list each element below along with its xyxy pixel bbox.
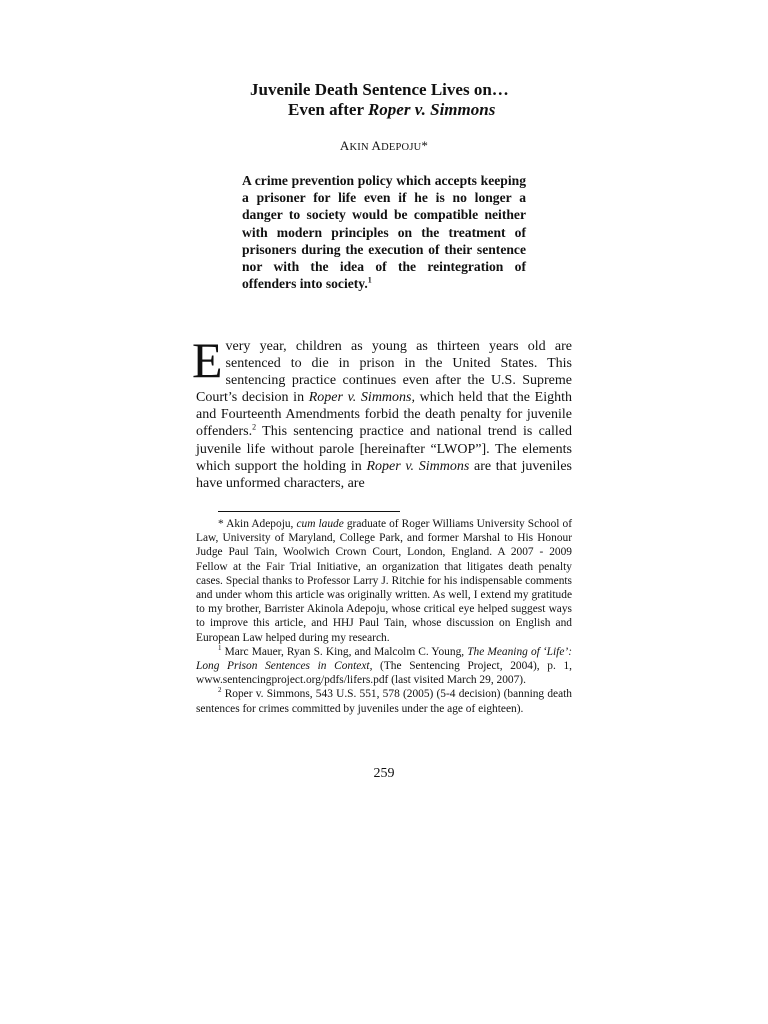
footnote-star-honor: cum laude: [296, 518, 344, 530]
article-title: [230, 80, 560, 120]
footnote-author: [196, 517, 572, 645]
body-text-part-4: are that juveniles have unformed characters, are: [196, 458, 572, 491]
title-case-name: Roper v. Simmons: [367, 100, 496, 119]
body-text-part-3: This sentencing practice and national trend is called juvenile life without parole [hereinafter “LWOP”]. The elements which support the holding in: [196, 424, 572, 474]
footnote-star-text: graduate of Roger Williams University School of Law, University of Maryland, College Park, and former Marshal to His Honour Judge Paul Tain, Woolwich Crown Court, London, England. A 2007 - 2009 Fellow at the Fair Trial Initiative, an organization that litigates death penalty cases. Special thanks to Professor Larry J. Ritchie for his indispensable comments and under whom this article was originally written. As well, I extend my gratitude to my brother, Barrister Akinola Adepoju, whose critical eye helped suggest ways to improve this article, and HHJ Paul Tain, whose discussion on English and European Law helped during my research.: [196, 518, 572, 644]
drop-cap: E: [192, 332, 223, 388]
author-last-rest: DEPOJU: [381, 142, 422, 153]
page-number: 259: [373, 766, 395, 781]
footnote-ref-2[interactable]: 2: [252, 422, 257, 432]
title-line-1: Juvenile Death Sentence Lives on…: [250, 80, 509, 99]
body-text-part-1: very year, children as young as thirteen years old are sentenced to die in prison in the United States. This sentencing practice continues even after the U.S. Supreme Court’s decision in: [196, 339, 572, 406]
case-name-roper-1: Roper v. Simmons,: [308, 390, 415, 406]
title-line-2-prefix: Even after: [288, 100, 368, 119]
case-name-roper-2: Roper v. Simmons: [366, 458, 470, 474]
footnotes: [196, 517, 572, 716]
footnote-1: [196, 645, 572, 688]
footnote-2-text: Roper v. Simmons, 543 U.S. 551, 578 (2005) (5-4 decision) (banning death sentences for crimes committed by juveniles under the age of eighteen).: [196, 688, 572, 715]
author-byline: [0, 138, 768, 154]
author-footnote-mark: *: [421, 138, 429, 153]
author-last-initial: A: [371, 138, 382, 153]
title-line-2: [230, 100, 560, 120]
footnote-star-name: Akin Adepoju,: [223, 518, 297, 530]
body-paragraph: [192, 332, 573, 492]
epigraph-text: A crime prevention policy which accepts keeping a prisoner for life even if he is no longer a danger to society would be compatible neither with modern principles on the treatment of prisoners during the execution of their sentence nor with the idea of the reintegration of offenders into society.: [242, 173, 526, 292]
body-text-part-2: which held that the Eighth and Fourteenth Amendments forbid the death penalty for juvenile offenders.: [196, 390, 573, 440]
footnote-1-authors: Marc Mauer, Ryan S. King, and Malcolm C. Young,: [221, 645, 468, 658]
footnote-1-title: The Meaning of ‘Life’: Long Prison Sentences in Context: [196, 645, 572, 673]
author-first-initial: A: [339, 138, 350, 153]
footnote-1-rest: , (The Sentencing Project, 2004), p. 1, www.sentencingproject.org/pdfs/lifers.pdf (last visited March 29, 2007).: [196, 660, 572, 687]
epigraph-footnote-ref[interactable]: 1: [367, 275, 372, 285]
footnote-star-mark: *: [218, 518, 224, 530]
epigraph: [242, 172, 526, 292]
footnote-2: [196, 687, 572, 715]
author-first-rest: KIN: [349, 142, 369, 153]
footnote-divider: [218, 511, 400, 512]
footnote-2-number: 2: [218, 686, 222, 695]
footnote-1-number: 1: [218, 644, 222, 653]
